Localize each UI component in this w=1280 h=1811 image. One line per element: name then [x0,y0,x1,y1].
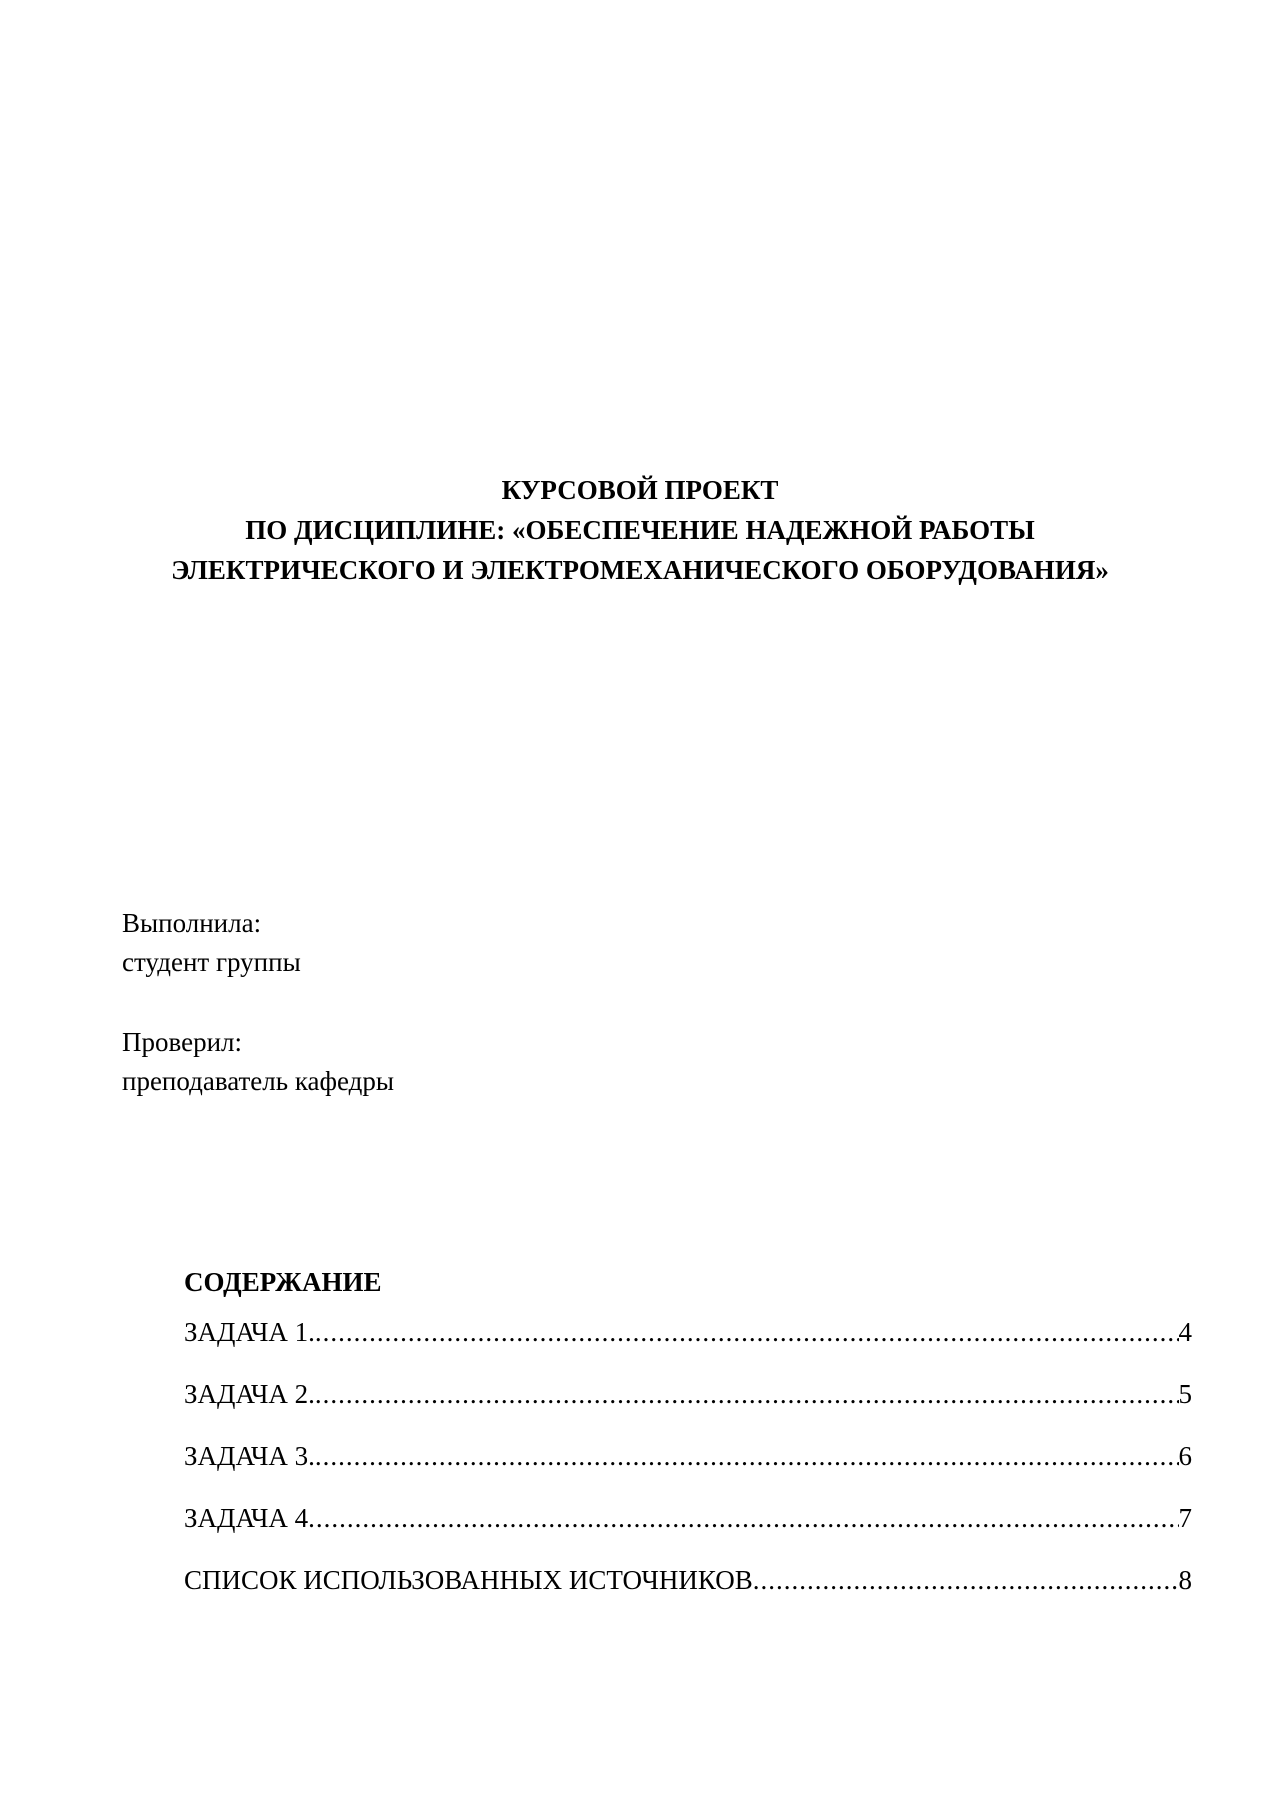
toc-entry-page: 5 [1178,1379,1192,1409]
toc-entry-title: ЗАДАЧА 4 [184,1503,309,1533]
table-of-contents [184,1262,1192,1622]
title-line-1: КУРСОВОЙ ПРОЕКТ [501,475,779,505]
checked-by-role: преподаватель кафедры [122,1066,395,1096]
toc-leader-dots [315,1374,1179,1414]
performed-by-role: студент группы [122,947,301,977]
toc-leader-dots [315,1436,1179,1476]
toc-leader-dots [315,1312,1179,1352]
toc-entry-page: 6 [1178,1441,1192,1471]
toc-entry-page: 7 [1178,1503,1192,1533]
toc-entry-title: СПИСОК ИСПОЛЬЗОВАННЫХ ИСТОЧНИКОВ [184,1565,753,1595]
document-title [100,470,1180,590]
toc-entry-task-4[interactable] [184,1498,1192,1538]
toc-entry-page: 8 [1178,1565,1192,1595]
toc-entry-title: ЗАДАЧА 2. [184,1379,315,1409]
toc-heading: СОДЕРЖАНИЕ [184,1267,382,1297]
toc-entry-title: ЗАДАЧА 3. [184,1441,315,1471]
toc-leader-dots [308,1498,1178,1538]
title-line-3: ЭЛЕКТРИЧЕСКОГО И ЭЛЕКТРОМЕХАНИЧЕСКОГО ОБОРУДОВАНИЯ» [171,555,1109,585]
performed-by-label: Выполнила: [122,908,262,938]
checked-by-group [122,1023,394,1101]
toc-entry-task-1[interactable] [184,1312,1192,1352]
signature-block [122,904,394,1142]
toc-leader-dots [753,1560,1179,1600]
title-line-2: ПО ДИСЦИПЛИНЕ: «ОБЕСПЕЧЕНИЕ НАДЕЖНОЙ РАБОТЫ [245,515,1035,545]
toc-entry-references[interactable] [184,1560,1192,1600]
toc-entry-task-2[interactable] [184,1374,1192,1414]
checked-by-label: Проверил: [122,1027,242,1057]
toc-entry-page: 4 [1178,1317,1192,1347]
toc-entry-title: ЗАДАЧА 1. [184,1317,315,1347]
toc-entry-task-3[interactable] [184,1436,1192,1476]
performed-by-group [122,904,394,982]
